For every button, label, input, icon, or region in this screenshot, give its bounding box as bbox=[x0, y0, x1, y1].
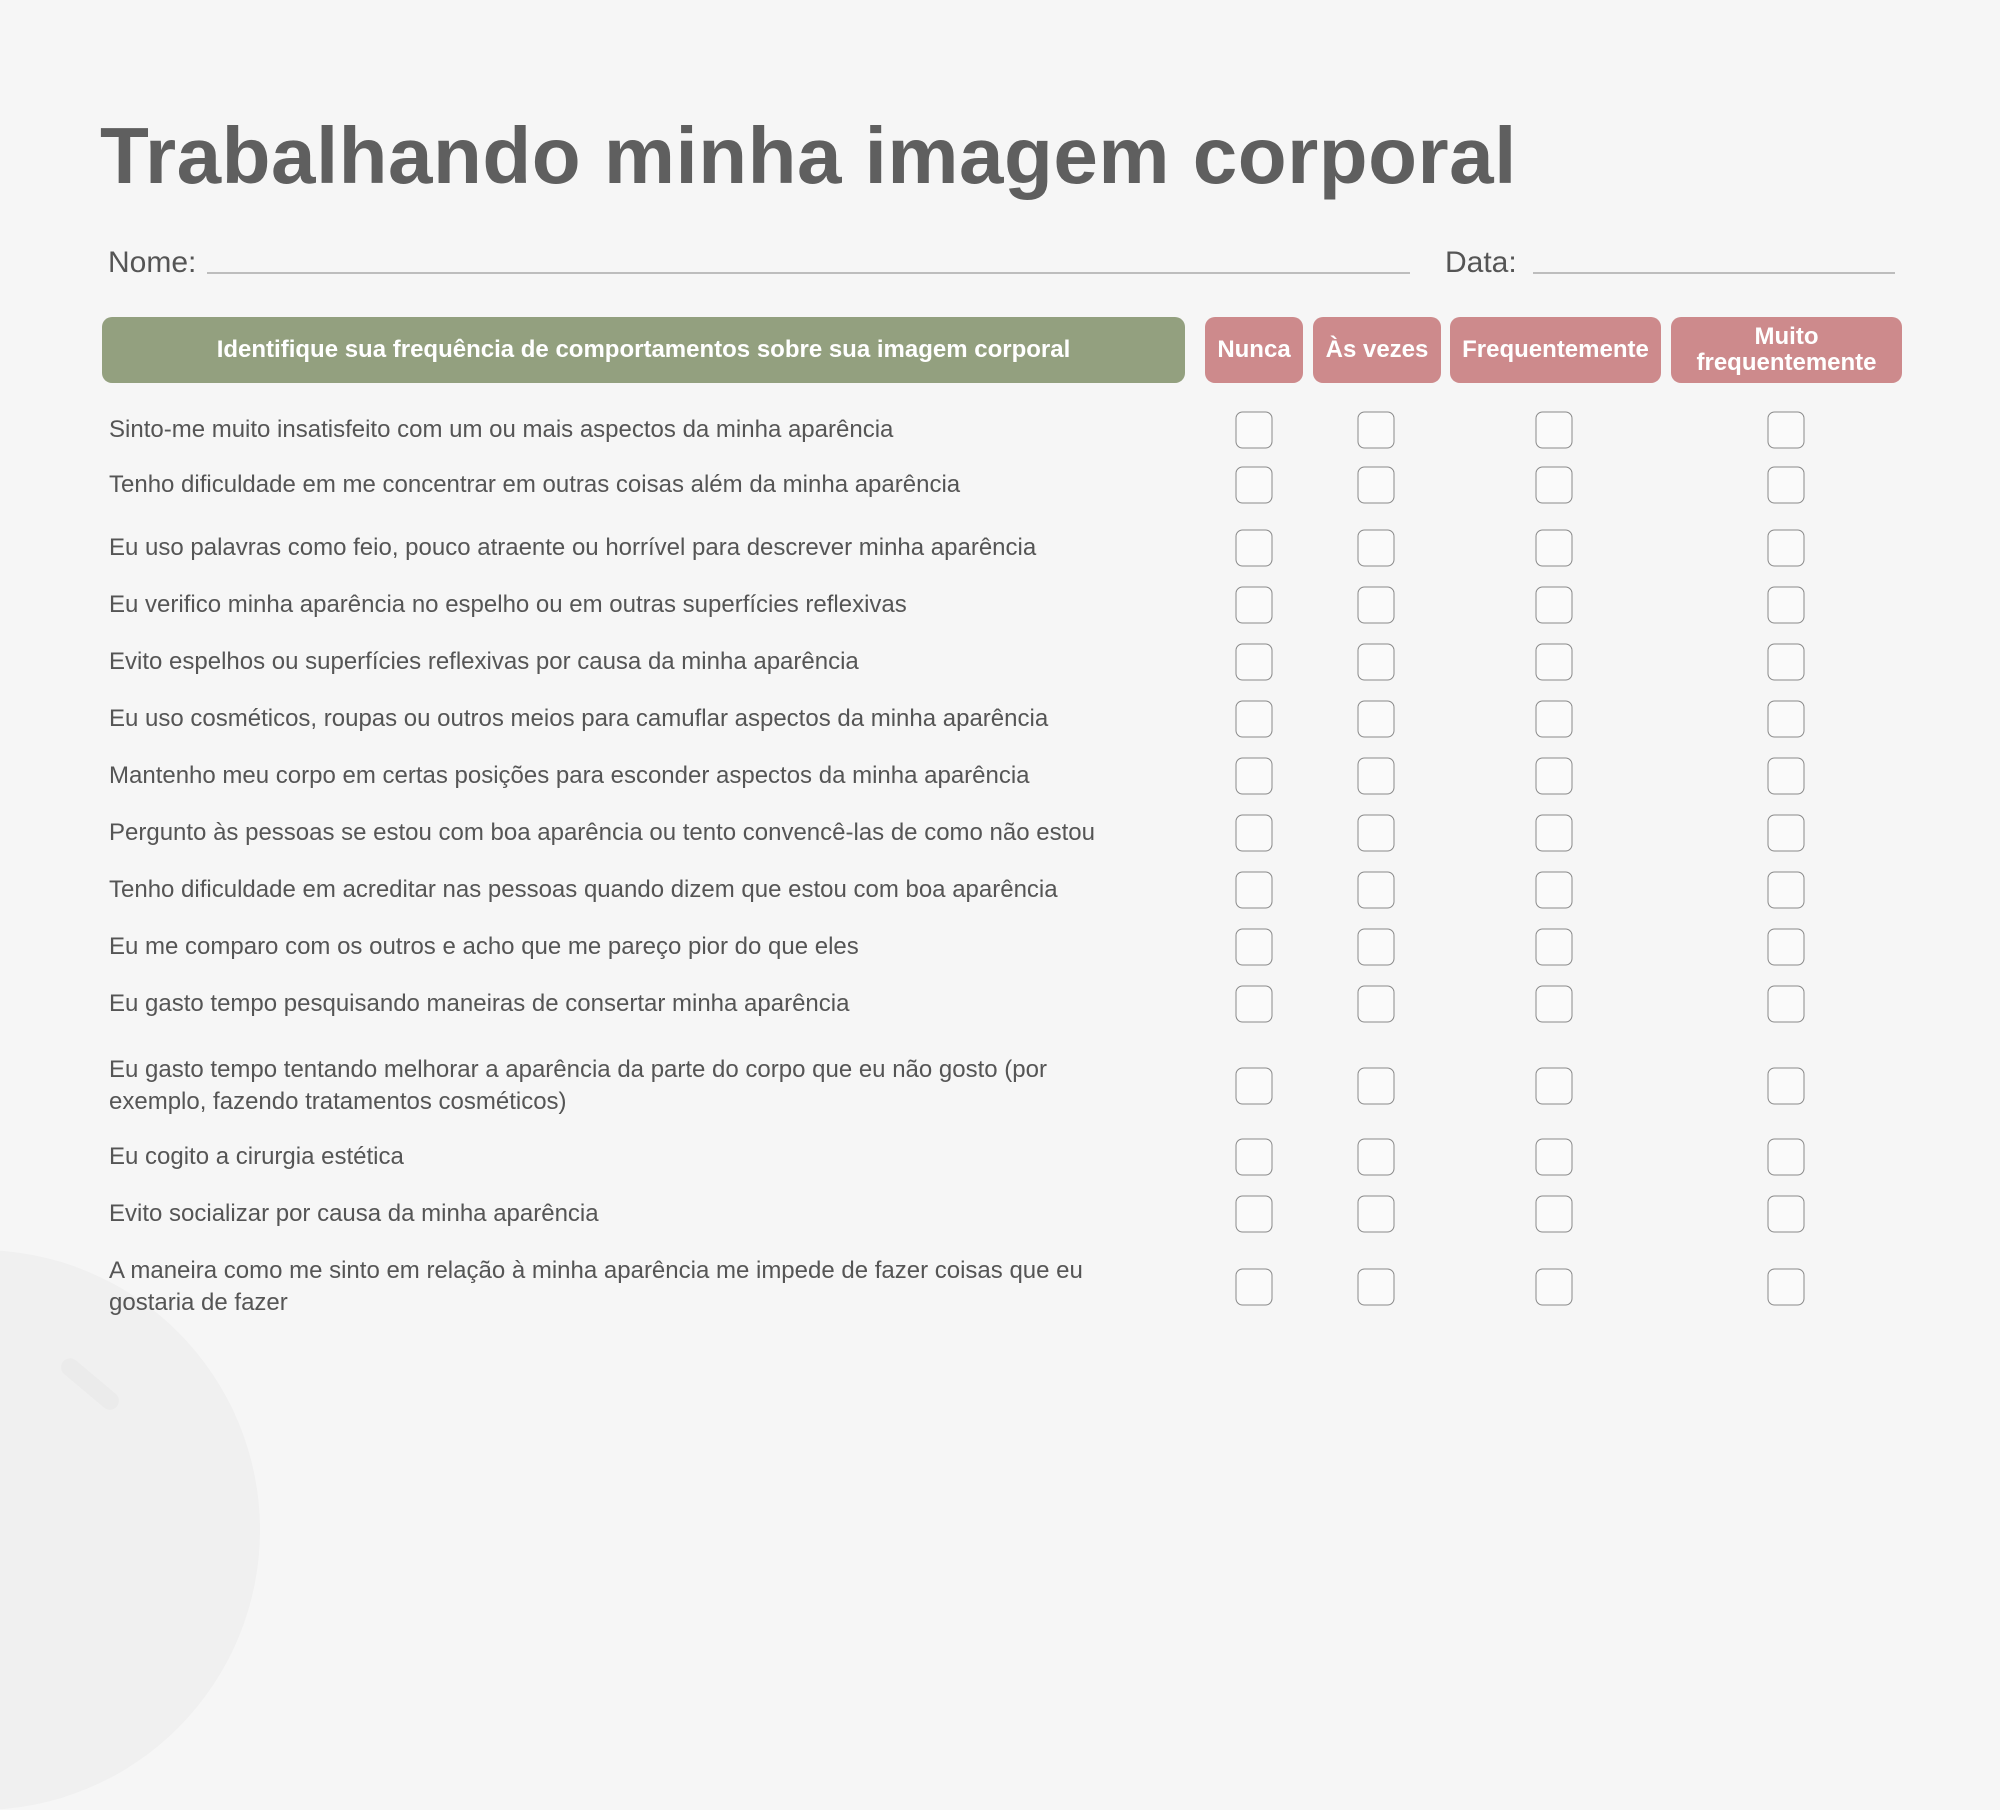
checkbox-as-vezes[interactable] bbox=[1358, 701, 1395, 738]
question-text: Eu uso cosméticos, roupas ou outros meios para camuflar aspectos da minha aparência bbox=[109, 705, 1049, 732]
checkbox-muito-frequentemente[interactable] bbox=[1768, 815, 1805, 852]
name-label: Nome: bbox=[108, 246, 197, 279]
checkbox-nunca[interactable] bbox=[1236, 1139, 1273, 1176]
instruction-header bbox=[102, 317, 1185, 383]
checkbox-nunca[interactable] bbox=[1236, 1196, 1273, 1233]
checkbox-frequentemente[interactable] bbox=[1536, 587, 1573, 624]
checkbox-nunca[interactable] bbox=[1236, 467, 1273, 504]
checkbox-muito-frequentemente[interactable] bbox=[1768, 1068, 1805, 1105]
checkbox-as-vezes[interactable] bbox=[1358, 1068, 1395, 1105]
checkbox-as-vezes[interactable] bbox=[1358, 872, 1395, 909]
checkbox-nunca[interactable] bbox=[1236, 701, 1273, 738]
checkbox-frequentemente[interactable] bbox=[1536, 1269, 1573, 1306]
name-input-line[interactable] bbox=[207, 272, 1410, 274]
checkbox-as-vezes[interactable] bbox=[1358, 530, 1395, 567]
checkbox-frequentemente[interactable] bbox=[1536, 412, 1573, 449]
question-text: Eu me comparo com os outros e acho que me pareço pior do que eles bbox=[109, 933, 859, 960]
question-text: Eu gasto tempo pesquisando maneiras de consertar minha aparência bbox=[109, 990, 850, 1017]
checkbox-muito-frequentemente[interactable] bbox=[1768, 758, 1805, 795]
question-text: Tenho dificuldade em acreditar nas pessoas quando dizem que estou com boa aparência bbox=[109, 876, 1058, 903]
question-text: Pergunto às pessoas se estou com boa aparência ou tento convencê-las de como não estou bbox=[109, 819, 1095, 846]
checkbox-muito-frequentemente[interactable] bbox=[1768, 1139, 1805, 1176]
question-text: Eu gasto tempo tentando melhorar a aparência da parte do corpo que eu não gosto (por exemplo, fazendo tratamentos cosméticos) bbox=[109, 1056, 1047, 1115]
date-input-line[interactable] bbox=[1533, 272, 1895, 274]
checkbox-muito-frequentemente[interactable] bbox=[1768, 644, 1805, 681]
checkbox-nunca[interactable] bbox=[1236, 1269, 1273, 1306]
question-text: Tenho dificuldade em me concentrar em outras coisas além da minha aparência bbox=[109, 471, 961, 498]
checkbox-frequentemente[interactable] bbox=[1536, 467, 1573, 504]
checkbox-muito-frequentemente[interactable] bbox=[1768, 701, 1805, 738]
question-text: Eu verifico minha aparência no espelho ou em outras superfícies reflexivas bbox=[109, 591, 907, 618]
header-option-frequentemente bbox=[1450, 317, 1661, 383]
question-text: A maneira como me sinto em relação à minha aparência me impede de fazer coisas que eu gostaria de fazer bbox=[109, 1257, 1083, 1316]
checkbox-frequentemente[interactable] bbox=[1536, 1196, 1573, 1233]
checkbox-nunca[interactable] bbox=[1236, 929, 1273, 966]
checkbox-as-vezes[interactable] bbox=[1358, 587, 1395, 624]
checkbox-as-vezes[interactable] bbox=[1358, 815, 1395, 852]
checkbox-frequentemente[interactable] bbox=[1536, 758, 1573, 795]
checkbox-as-vezes[interactable] bbox=[1358, 412, 1395, 449]
checkbox-nunca[interactable] bbox=[1236, 644, 1273, 681]
question-text: Eu cogito a cirurgia estética bbox=[109, 1143, 404, 1170]
checkbox-as-vezes[interactable] bbox=[1358, 929, 1395, 966]
checkbox-frequentemente[interactable] bbox=[1536, 701, 1573, 738]
checkbox-muito-frequentemente[interactable] bbox=[1768, 872, 1805, 909]
checkbox-frequentemente[interactable] bbox=[1536, 530, 1573, 567]
checkbox-muito-frequentemente[interactable] bbox=[1768, 929, 1805, 966]
checkbox-frequentemente[interactable] bbox=[1536, 872, 1573, 909]
checkbox-muito-frequentemente[interactable] bbox=[1768, 412, 1805, 449]
header-option-muito-frequentemente bbox=[1671, 317, 1902, 383]
checkbox-as-vezes[interactable] bbox=[1358, 986, 1395, 1023]
checkbox-as-vezes[interactable] bbox=[1358, 1269, 1395, 1306]
checkbox-nunca[interactable] bbox=[1236, 872, 1273, 909]
question-text: Evito espelhos ou superfícies reflexivas por causa da minha aparência bbox=[109, 648, 859, 675]
question-text: Evito socializar por causa da minha aparência bbox=[109, 1200, 599, 1227]
checkbox-as-vezes[interactable] bbox=[1358, 644, 1395, 681]
checkbox-nunca[interactable] bbox=[1236, 815, 1273, 852]
checkbox-as-vezes[interactable] bbox=[1358, 758, 1395, 795]
checkbox-nunca[interactable] bbox=[1236, 758, 1273, 795]
date-label: Data: bbox=[1445, 246, 1517, 279]
question-text: Eu uso palavras como feio, pouco atraente ou horrível para descrever minha aparência bbox=[109, 534, 1037, 561]
checkbox-muito-frequentemente[interactable] bbox=[1768, 587, 1805, 624]
checkbox-nunca[interactable] bbox=[1236, 530, 1273, 567]
checkbox-nunca[interactable] bbox=[1236, 587, 1273, 624]
checkbox-nunca[interactable] bbox=[1236, 1068, 1273, 1105]
checkbox-frequentemente[interactable] bbox=[1536, 986, 1573, 1023]
question-text: Sinto-me muito insatisfeito com um ou mais aspectos da minha aparência bbox=[109, 416, 894, 443]
checkbox-frequentemente[interactable] bbox=[1536, 1139, 1573, 1176]
checkbox-as-vezes[interactable] bbox=[1358, 1196, 1395, 1233]
option-label: Nunca bbox=[1217, 335, 1291, 363]
checkbox-muito-frequentemente[interactable] bbox=[1768, 986, 1805, 1023]
checkbox-nunca[interactable] bbox=[1236, 986, 1273, 1023]
checkbox-muito-frequentemente[interactable] bbox=[1768, 530, 1805, 567]
header-option-as-vezes bbox=[1313, 317, 1441, 383]
option-label: Frequentemente bbox=[1462, 335, 1649, 363]
checkbox-frequentemente[interactable] bbox=[1536, 815, 1573, 852]
question-text: Mantenho meu corpo em certas posições para esconder aspectos da minha aparência bbox=[109, 762, 1030, 789]
checkbox-muito-frequentemente[interactable] bbox=[1768, 1196, 1805, 1233]
checkbox-frequentemente[interactable] bbox=[1536, 1068, 1573, 1105]
option-label: Às vezes bbox=[1325, 335, 1429, 363]
decorative-circle bbox=[0, 1250, 260, 1810]
page-title: Trabalhando minha imagem corporal bbox=[100, 111, 1517, 200]
header-option-nunca bbox=[1205, 317, 1303, 383]
checkbox-nunca[interactable] bbox=[1236, 412, 1273, 449]
checkbox-muito-frequentemente[interactable] bbox=[1768, 1269, 1805, 1306]
checkbox-as-vezes[interactable] bbox=[1358, 467, 1395, 504]
checkbox-muito-frequentemente[interactable] bbox=[1768, 467, 1805, 504]
checkbox-as-vezes[interactable] bbox=[1358, 1139, 1395, 1176]
option-label: Muito frequentemente bbox=[1696, 322, 1877, 376]
checkbox-frequentemente[interactable] bbox=[1536, 644, 1573, 681]
checkbox-frequentemente[interactable] bbox=[1536, 929, 1573, 966]
instruction-text: Identifique sua frequência de comportamentos sobre sua imagem corporal bbox=[216, 335, 1071, 363]
